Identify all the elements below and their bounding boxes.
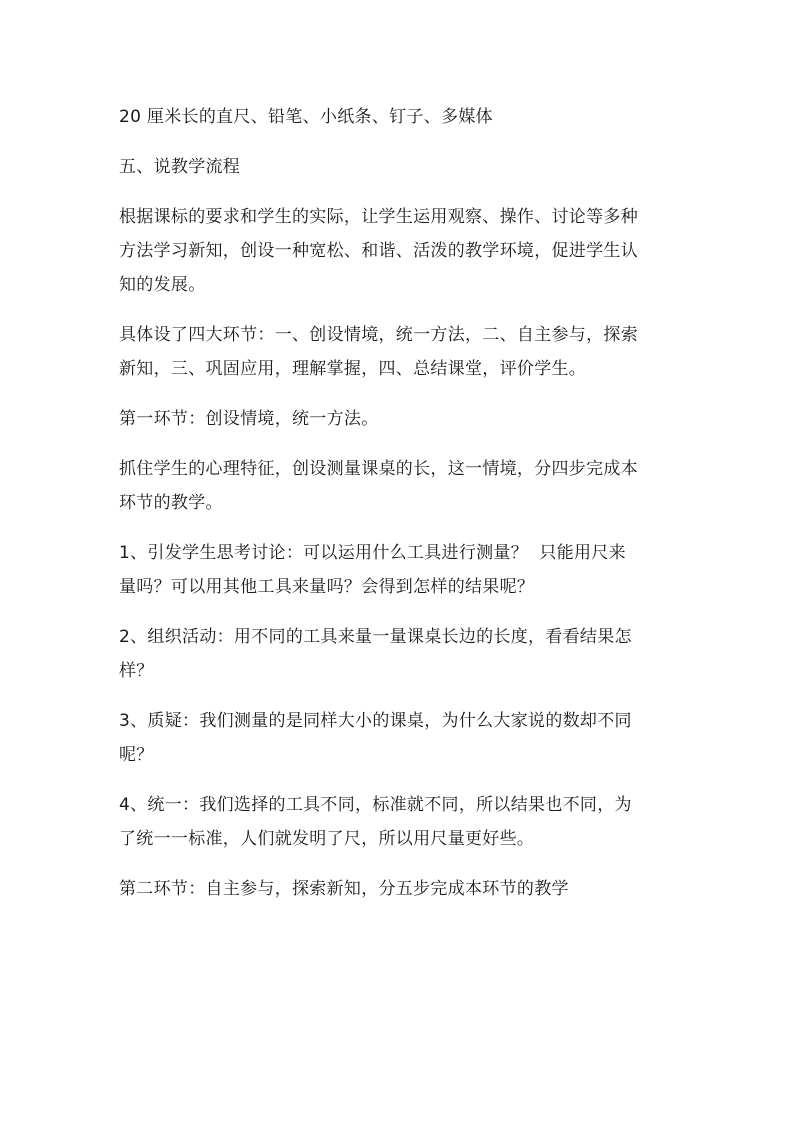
text-line: 2、组织活动：用不同的工具来量一量课桌长边的长度，看看结果怎	[119, 627, 632, 647]
stage-one-heading	[119, 402, 685, 436]
paragraph-stage-one-intro	[119, 452, 685, 520]
materials-line	[119, 100, 685, 134]
text-line: 第一环节：创设情境，统一方法。	[119, 409, 379, 429]
document-body	[119, 100, 685, 922]
stage-two-heading	[119, 872, 685, 906]
text-line: 20 厘米长的直尺、铅笔、小纸条、钉子、多媒体	[119, 107, 493, 127]
text-line: 1、引发学生思考讨论：可以运用什么工具进行测量？ 只能用尺来	[119, 543, 626, 563]
text-line: 环节的教学。	[119, 493, 223, 513]
text-line: 呢？	[119, 745, 154, 765]
paragraph-four-stages	[119, 318, 685, 386]
text-line: 样？	[119, 661, 154, 681]
text-line: 具体设了四大环节：一、创设情境，统一方法，二、自主参与，探索	[119, 325, 638, 345]
paragraph-intro	[119, 200, 685, 302]
text-line: 第二环节：自主参与，探索新知，分五步完成本环节的教学	[119, 879, 569, 899]
text-line: 抓住学生的心理特征，创设测量课桌的长，这一情境，分四步完成本	[119, 459, 638, 479]
section-heading-teaching-process	[119, 150, 685, 184]
text-line: 知的发展。	[119, 275, 206, 295]
text-line: 五、说教学流程	[119, 157, 241, 177]
step-two	[119, 620, 685, 688]
step-three	[119, 704, 685, 772]
text-line: 新知，三、巩固应用，理解掌握，四、总结课堂，评价学生。	[119, 359, 587, 379]
text-line: 根据课标的要求和学生的实际，让学生运用观察、操作、讨论等多种	[119, 207, 638, 227]
text-line: 量吗？可以用其他工具来量吗？会得到怎样的结果呢？	[119, 577, 535, 597]
text-line: 方法学习新知，创设一种宽松、和谐、活泼的教学环境，促进学生认	[119, 241, 638, 261]
step-four	[119, 788, 685, 856]
step-one	[119, 536, 685, 604]
text-line: 3、质疑：我们测量的是同样大小的课桌，为什么大家说的数却不同	[119, 711, 632, 731]
text-line: 了统一一标准，人们就发明了尺，所以用尺量更好些。	[119, 829, 535, 849]
text-line: 4、统一：我们选择的工具不同，标准就不同，所以结果也不同，为	[119, 795, 632, 815]
